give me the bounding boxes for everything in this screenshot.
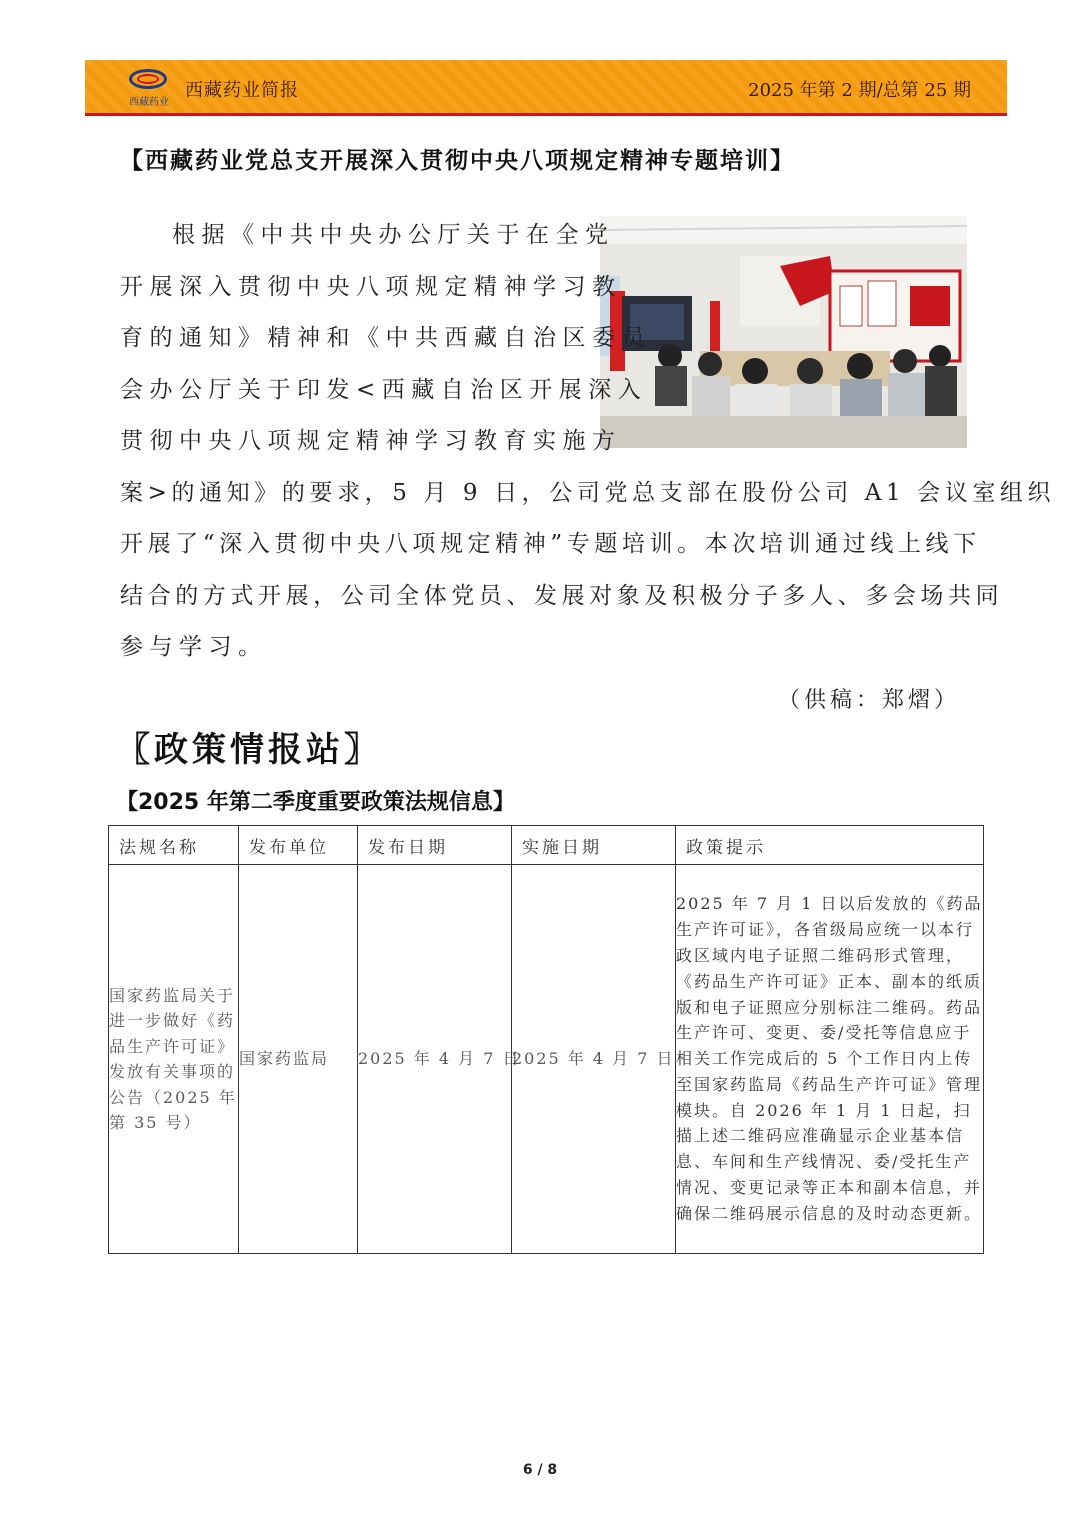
section-title: 〖政策情报站〗 [116,730,382,770]
cell-policy-tips: 2025 年 7 月 1 日以后发放的《药品生产许可证》，各省级局应统一以本行政区域内电子证照二维码形式管理，《药品生产许可证》正本、副本的纸质版和电子证照应分别标注二维码。药品生产许可、变更、委/受托等信息应于相关工作完成后的 5 个工作日内上传至国家药监局《药品生产许可证》管理模块。自 2026 年 1 月 1 日起，扫描上述二维码应准确显示企业基本信息、车间和生产线情况、委/受托生产情况、变更记录等正本和副本信息，并确保二维码展示信息的及时动态更新。 [676,865,984,1254]
logo-text: 西藏药业 [129,97,169,108]
company-logo [125,69,173,107]
article-line: 开展深入贯彻中央八项规定精神学习教 [120,274,622,300]
article-line: 结合的方式开展，公司全体党员、发展对象及积极分子多人、多会场共同 [120,583,1004,609]
table-row [109,865,984,1254]
article-line: 开展了“深入贯彻中央八项规定精神”专题培训。本次培训通过线上线下 [120,531,981,557]
training-photo [600,216,967,448]
policy-subheading: 【2025 年第二季度重要政策法规信息】 [116,790,515,815]
article-line: 育的通知》精神和《中共西藏自治区委员 [120,325,651,351]
column-header-tips: 政策提示 [676,826,984,865]
article-headline: 【西藏药业党总支开展深入贯彻中央八项规定精神专题培训】 [120,148,795,174]
table-header-row [109,826,984,865]
cell-publish-date: 2025 年 4 月 7 日 [358,865,512,1254]
cell-effective-date: 2025 年 4 月 7 日 [512,865,676,1254]
article-line: 会办公厅关于印发<西藏自治区开展深入 [120,377,648,403]
issue-number: 2025 年第 2 期/总第 25 期 [748,80,971,101]
page-number: 6 / 8 [522,1462,558,1478]
article-line: 贯彻中央八项规定精神学习教育实施方 [120,428,622,454]
column-header-effective-date: 实施日期 [512,826,676,865]
logo-inner-ring-icon [137,74,159,84]
column-header-publish-date: 发布日期 [358,826,512,865]
column-header-name: 法规名称 [109,826,239,865]
policy-table [108,825,984,1254]
bulletin-title: 西藏药业简报 [185,80,299,101]
article-line: 根据《中共中央办公厅关于在全党 [172,222,615,248]
article-line: 案>的通知》的要求，5 月 9 日，公司党总支部在股份公司 A1 会议室组织 [120,480,1056,506]
cell-regulation-name: 国家药监局关于进一步做好《药品生产许可证》发放有关事项的公告（2025 年第 35 号） [109,865,239,1254]
article-line: 参与学习。 [120,634,268,660]
article-credit: （供稿：郑熠） [777,688,960,713]
cell-issuer: 国家药监局 [239,865,358,1254]
column-header-issuer: 发布单位 [239,826,358,865]
header-banner [85,60,1007,116]
meeting-room-illustration [600,216,967,448]
